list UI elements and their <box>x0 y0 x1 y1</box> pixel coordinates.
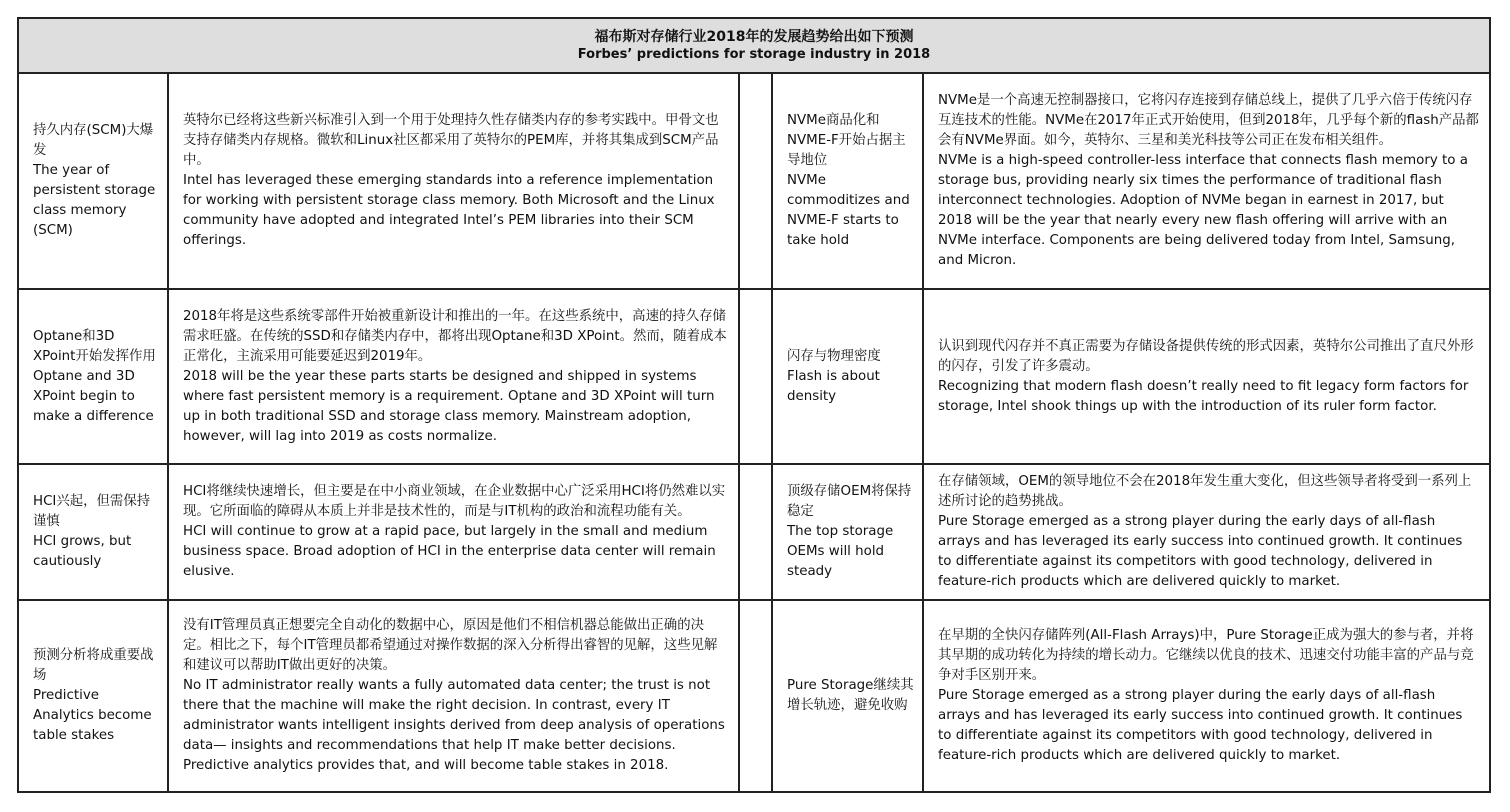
table-row-label-right <box>773 465 922 599</box>
label-en: The top storage OEMs will hold steady <box>787 524 894 579</box>
text-en: HCI will continue to grow at a rapid pace, but largely in the small and medium business space. Broad adoption of HCI in the enterprise data center will remain elusive. <box>183 524 716 579</box>
table-row-label-left <box>19 465 167 599</box>
table-header <box>19 19 1489 74</box>
table-row-label-left <box>19 290 167 463</box>
table-row-text-right <box>924 601 1489 791</box>
text-en: Intel has leveraged these emerging standards into a reference implementation for working with persistent storage class memory. Both Microsoft and the Linux community have adopted and integrated Intel’s PEM libraries into their SCM offerings. <box>183 173 715 248</box>
text-zh: 认识到现代闪存并不真正需要为存储设备提供传统的形式因素，英特尔公司推出了直尺外形的闪存，引发了许多震动。 <box>938 338 1474 374</box>
table-title-zh: 福布斯对存储行业2018年的发展趋势给出如下预测 <box>594 29 914 45</box>
table-title-en: Forbes’ predictions for storage industry in 2018 <box>577 47 931 62</box>
text-zh: HCI将继续快速增长，但主要是在中小商业领域，在企业数据中心广泛采用HCI将仍然难以实现。它所面临的障碍从本质上并非是技术性的，而是与IT机构的政治和流程功能有关。 <box>183 484 726 519</box>
table-row-text-left <box>169 601 738 791</box>
text-en: NVMe is a high-speed controller-less interface that connects flash memory to a storage bus, providing nearly six times the performance of traditional flash interconnect technologies. Adoption of NVMe began in earnest in 2017, but 2018 will be the year that nearly every new flash offering will arrive with an NVMe interface. Components are being delivered today from Intel, Samsung, and Micron. <box>938 153 1468 268</box>
label-zh: Optane和3D XPoint开始发挥作用 <box>33 328 156 364</box>
text-zh: 没有IT管理员真正想要完全自动化的数据中心，原因是他们不相信机器总能做出正确的决定。相比之下，每个IT管理员都希望通过对操作数据的深入分析得出睿智的见解，这些见解和建议可以帮助IT做出更好的决策。 <box>183 618 718 673</box>
label-zh: 闪存与物理密度 <box>787 348 881 364</box>
table-row-text-right <box>924 465 1489 599</box>
text-zh: 2018年将是这些系统零部件开始被重新设计和推出的一年。在这些系统中，高速的持久存储需求旺盛。在传统的SSD和存储类内存中，都将出现Optane和3D XPoint。然而，随着成本正常化，主流采用可能要延迟到2019年。 <box>183 308 727 364</box>
text-en: Pure Storage emerged as a strong player during the early days of all-flash arrays and has leveraged its early success into continued growth. It continues to differentiate against its competitors with good technology, delivered in feature-rich products which are delivered quickly to market. <box>938 688 1463 763</box>
text-en: Pure Storage emerged as a strong player during the early days of all-flash arrays and has leveraged its early success into continued growth. It continues to differentiate against its competitors with good technology, delivered in feature-rich products which are delivered quickly to market. <box>938 514 1463 589</box>
table-row-text-left <box>169 74 738 288</box>
table-row-text-right <box>924 74 1489 288</box>
table-row-text-left <box>169 465 738 599</box>
label-zh: HCI兴起，但需保持谨慎 <box>33 494 151 529</box>
table-row-text-right <box>924 290 1489 463</box>
text-en: No IT administrator really wants a fully automated data center; the trust is not there that the machine will make the right decision. In contrast, every IT administrator wants intelligent insights derived from deep analysis of operations data— insights and recommendations that help IT make better decisions. Predictive analytics provides that, and will become table stakes in 2018. <box>183 678 725 773</box>
table-row-label-left <box>19 74 167 288</box>
text-zh: 英特尔已经将这些新兴标准引入到一个用于处理持久性存储类内存的参考实践中。甲骨文也支持存储类内存规格。微软和Linux社区都采用了英特尔的PEM库，并将其集成到SCM产品中。 <box>183 113 719 168</box>
label-zh: NVMe商品化和NVME-F开始占据主导地位 <box>787 113 906 168</box>
label-en: Flash is about density <box>787 368 880 404</box>
label-zh: Pure Storage继续其增长轨迹，避免收购 <box>787 678 914 713</box>
label-en: The year of persistent storage class memory (SCM) <box>33 163 156 238</box>
text-zh: 在早期的全快闪存储阵列(All-Flash Arrays)中，Pure Storage正成为强大的参与者，并将其早期的成功转化为持续的增长动力。它继续以优良的技术、迅速交付功能丰富的产品与竞争对手区别开来。 <box>938 628 1474 683</box>
column-divider <box>738 74 740 791</box>
text-zh: NVMe是一个高速无控制器接口，它将闪存连接到存储总线上，提供了几乎六倍于传统闪存互连技术的性能。NVMe在2017年正式开始使用，但到2018年，几乎每个新的flash产品都会有NVMe界面。如今，英特尔、三星和美光科技等公司正在发布相关组件。 <box>938 93 1479 148</box>
label-zh: 顶级存储OEM将保持稳定 <box>787 484 912 519</box>
label-zh: 预测分析将成重要战场 <box>33 648 154 683</box>
table-row-label-right <box>773 74 922 288</box>
predictions-table <box>17 17 1491 793</box>
label-zh: 持久内存(SCM)大爆发 <box>33 123 154 158</box>
table-row-label-left <box>19 601 167 791</box>
label-en: Optane and 3D XPoint begin to make a difference <box>33 368 154 424</box>
table-row-label-right <box>773 290 922 463</box>
table-row-label-right <box>773 601 922 791</box>
label-en: Predictive Analytics become table stakes <box>33 688 152 743</box>
text-zh: 在存储领域，OEM的领导地位不会在2018年发生重大变化，但这些领导者将受到一系列上述所讨论的趋势挑战。 <box>938 474 1472 509</box>
text-en: 2018 will be the year these parts starts be designed and shipped in systems where fast persistent memory is a requirement. Optane and 3D XPoint will turn up in both traditional SSD and storage class memory. Mainstream adoption, however, will lag into 2019 as costs normalize. <box>183 368 715 444</box>
label-en: NVMe commoditizes and NVME-F starts to take hold <box>787 173 910 248</box>
table-row-text-left <box>169 290 738 463</box>
text-en: Recognizing that modern flash doesn’t really need to fit legacy form factors for storage, Intel shook things up with the introduction of its ruler form factor. <box>938 378 1469 414</box>
label-en: HCI grows, but cautiously <box>33 534 132 569</box>
